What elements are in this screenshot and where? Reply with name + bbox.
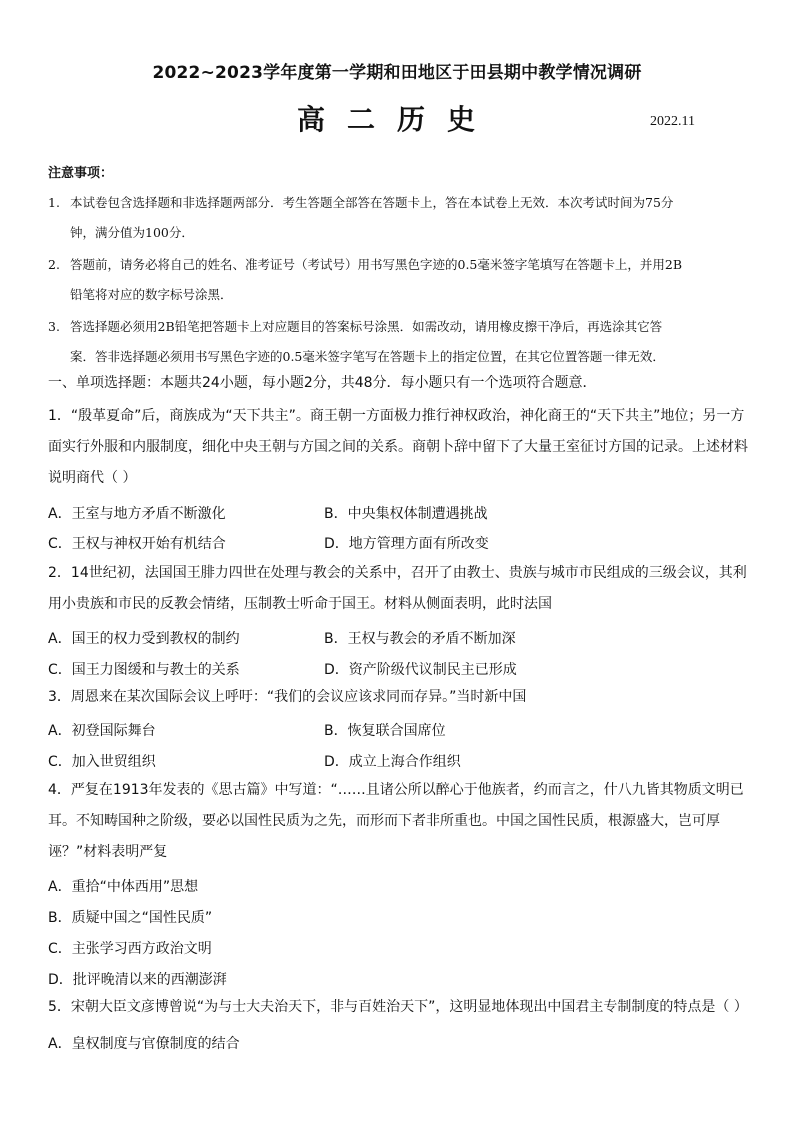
- notice-text: 本试卷包含选择题和非选择题两部分．考生答题全部答在答题卡上，答在本试卷上无效．本次考试时间为75分: [70, 195, 674, 210]
- option-c: C．王权与神权开始有机结合: [48, 536, 226, 552]
- question-stem-2: 2．14世纪初，法国国王腓力四世在处理与教会的关系中，召开了由教士、贵族与城市市民组成的三级会议，其利用小贵族和市民的反教会情绪，压制教士听命于国王。材料从侧面表明，此时法国: [48, 565, 747, 612]
- option-a: A．初登国际舞台: [48, 723, 156, 739]
- subject-title: 高二历史: [296, 103, 497, 136]
- notice-item-1: [48, 188, 748, 248]
- option-b: B．中央集权体制遭遇挑战: [324, 506, 488, 522]
- question-stem-5: 5．宋朝大臣文彦博曾说“为与士大夫治天下，非与百姓治天下”，这明显地体现出中国君主专制制度的特点是（ ）: [48, 999, 748, 1015]
- exam-date: 2022.11: [650, 114, 695, 129]
- section-title: 一、单项选择题：本题共24小题，每小题2分，共48分．每小题只有一个选项符合题意．: [48, 375, 597, 391]
- notice-text: 答选择题必须用2B铅笔把答题卡上对应题目的答案标号涂黑．如需改动，请用橡皮擦干净后，再选涂其它答: [70, 319, 663, 334]
- option-b: B．恢复联合国席位: [324, 723, 446, 739]
- option-a: A．国王的权力受到教权的制约: [48, 631, 240, 647]
- notice-item-2: [48, 250, 748, 310]
- notice-num: 3.: [48, 319, 60, 334]
- question-stem-1: 1．“殷革夏命”后，商族成为“天下共主”。商王朝一方面极力推行神权政治，神化商王的“天下共主”地位；另一方面实行外服和内服制度，细化中央王朝与方国之间的关系。商朝卜辞中留下了大量王室征讨方国的记录。上述材料说明商代（ ）: [48, 408, 748, 486]
- option-d: D．地方管理方面有所改变: [324, 536, 489, 552]
- notice-text-cont: 案．答非选择题必须用书写黑色字迹的0.5毫米签字笔写在答题卡上的指定位置，在其它位置答题一律无效．: [70, 349, 665, 364]
- notice-text-cont: 铅笔将对应的数字标号涂黑．: [70, 287, 233, 302]
- notice-num: 2.: [48, 257, 60, 272]
- question-stem-4: 4．严复在1913年发表的《思古篇》中写道：“……且诸公所以醉心于他族者，约而言之，什八九皆其物质文明已耳。不知畴国种之阶级，要必以国性民质为之先，而形而下者非所重也。中国之国性民质，根源盛大，岂可厚诬？”材料表明严复: [48, 782, 744, 860]
- option-a: A．皇权制度与官僚制度的结合: [48, 1036, 240, 1052]
- notice-text-cont: 钟，满分值为100分．: [70, 225, 194, 240]
- notice-item-3: [48, 312, 748, 372]
- notice-title: 注意事项：: [48, 166, 114, 181]
- option-d: D．成立上海合作组织: [324, 754, 461, 770]
- option-d: D．批评晚清以来的西潮澎湃: [48, 972, 227, 988]
- option-c: C．主张学习西方政治文明: [48, 941, 212, 957]
- option-b: B．王权与教会的矛盾不断加深: [324, 631, 516, 647]
- exam-header-title: 2022~2023学年度第一学期和田地区于田县期中教学情况调研: [152, 63, 642, 83]
- option-b: B．质疑中国之“国性民质”: [48, 910, 213, 926]
- option-a: A．重拾“中体西用”思想: [48, 879, 199, 895]
- option-c: C．加入世贸组织: [48, 754, 156, 770]
- option-c: C．国王力图缓和与教士的关系: [48, 662, 240, 678]
- option-d: D．资产阶级代议制民主已形成: [324, 662, 517, 678]
- notice-text: 答题前，请务必将自己的姓名、准考证号（考试号）用书写黑色字迹的0.5毫米签字笔填写在答题卡上，并用2B: [70, 257, 683, 272]
- notice-num: 1.: [48, 195, 60, 210]
- question-stem-3: 3．周恩来在某次国际会议上呼吁：“我们的会议应该求同而存异。”当时新中国: [48, 689, 527, 705]
- option-a: A．王室与地方矛盾不断激化: [48, 506, 226, 522]
